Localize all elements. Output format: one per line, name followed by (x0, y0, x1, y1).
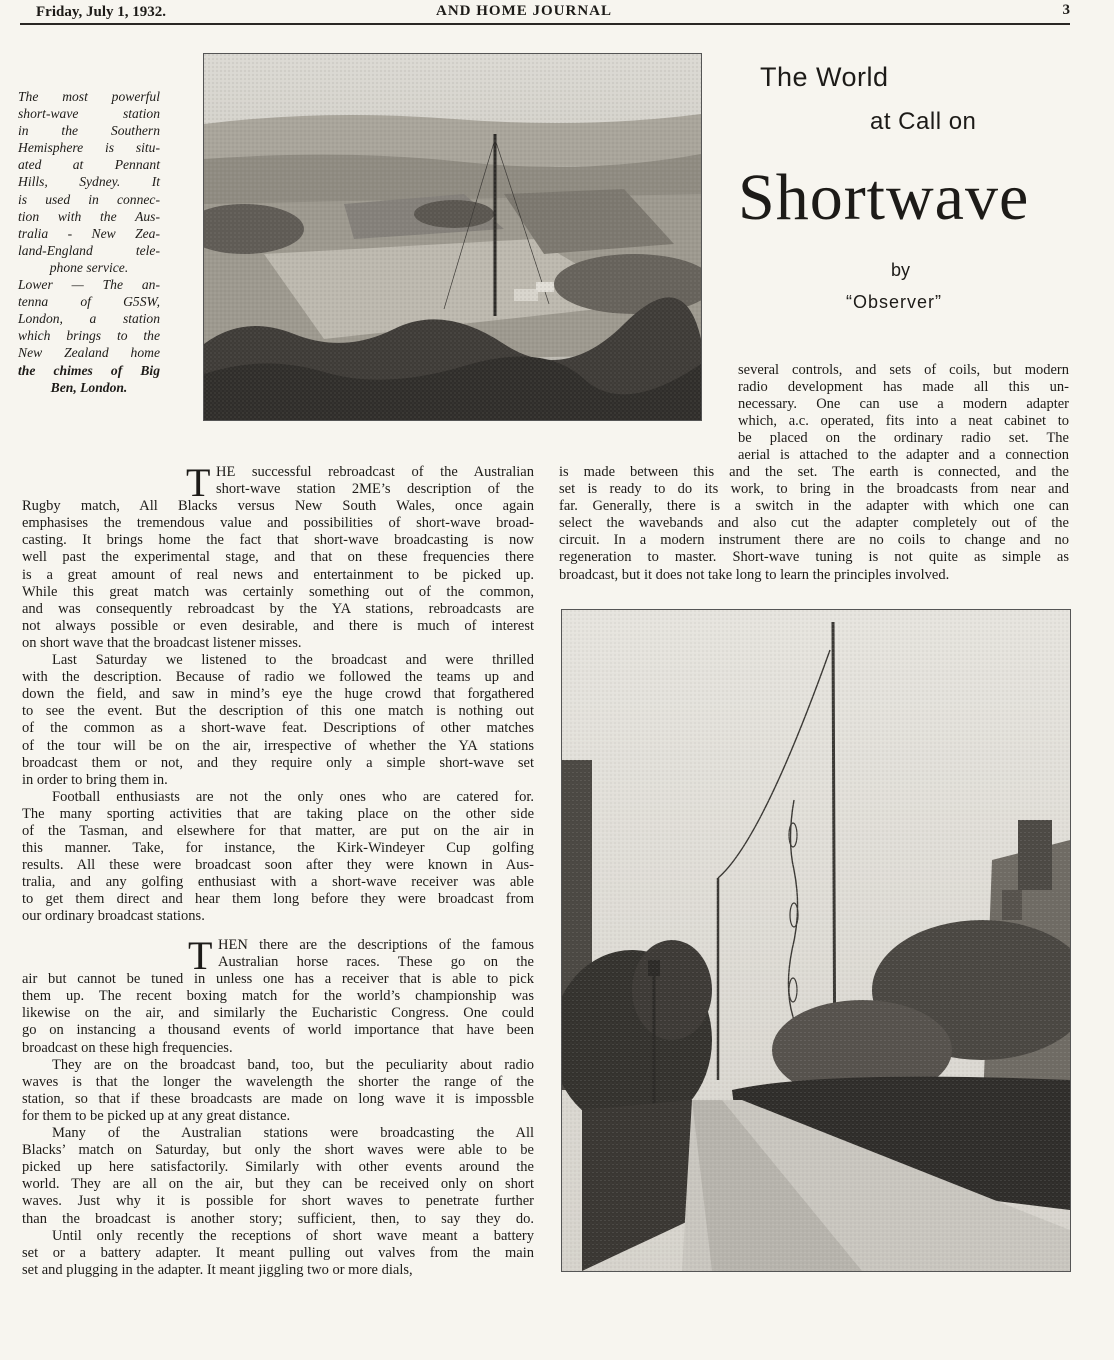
text-line: necessary. One can use a modern adapter (738, 396, 1069, 413)
text-line: and was consequently rebroadcast by the YA stations, rebroadcasts are (22, 600, 534, 617)
text-line: select the wavebands and also cut the adapter completely out of the (559, 515, 1069, 532)
caption-line: Ben, London. (50, 379, 128, 395)
text-line: of the Tasman, and elsewhere for that matter, are put on the air in (22, 822, 534, 839)
caption-line: which brings to the (18, 328, 160, 344)
text-line: emphasises the tremendous value and possibilities of short-wave broad- (22, 515, 534, 532)
text-line: them up. The recent boxing match for the world’s championship was (22, 988, 534, 1005)
text-line: Many of the Australian stations were broadcasting the All (52, 1125, 534, 1142)
page-number: 3 (1062, 2, 1070, 18)
text-line: broadcast them or not, and they require only a simple short-wave set (22, 754, 534, 771)
caption-line: ated at Pennant (18, 157, 160, 173)
caption-line: tralia - New Zea- (18, 225, 160, 241)
text-line: go on instancing a thousand events of world importance that have been (22, 1022, 534, 1039)
caption-line: Lower — The an- (18, 277, 160, 293)
text-line: Blacks’ match on Saturday, but only the short waves were able to be (22, 1142, 534, 1159)
text-line: than the broadcast is another story; sufficient, then, to say they do. (22, 1210, 534, 1227)
text-line: waves is that the longer the wavelength the shorter the range of the (22, 1073, 534, 1090)
text-line: They are on the broadcast band, too, but the peculiarity about radio (52, 1056, 534, 1073)
caption-line: is used in connec- (18, 191, 160, 207)
text-line: broadcast, but it does not take long to learn the principles involved. (559, 566, 950, 583)
caption-line: phone service. (49, 259, 129, 275)
text-line: The many sporting activities that are taking place on the other side (22, 805, 534, 822)
caption-line: Hemisphere is situ- (18, 140, 160, 156)
text-line: picked up here satisfactorily. Similarly with other events around the (22, 1159, 534, 1176)
text-line: casting. It brings home the fact that short-wave broadcasting is now (22, 532, 534, 549)
caption-line: New Zealand home (18, 345, 160, 361)
street-antenna-photo-illustration (562, 610, 1070, 1271)
text-line: air but cannot be tuned in unless one has a receiver that is able to pick (22, 971, 534, 988)
text-line: of the tour will be on the air, irrespective of whether the YA stations (22, 737, 534, 754)
caption-line: in the Southern (18, 123, 160, 139)
header-rule (20, 23, 1070, 25)
text-line: in order to bring them in. (22, 771, 168, 788)
column-right-middle (559, 464, 1069, 584)
text-line: several controls, and sets of coils, but modern (738, 362, 1069, 378)
text-line: is a great amount of real news and entertainment to be picked up. (22, 566, 534, 583)
text-line: is made between this and the set. The earth is connected, and the (559, 464, 1069, 480)
text-line: tralia, and any golfing enthusiast with a short-wave receiver was able (22, 874, 534, 891)
text-line: to see the event. But the description of this one match is nothing out (22, 703, 534, 720)
text-line: HE successful rebroadcast of the Australian (216, 464, 534, 480)
text-line: set and plugging in the adapter. It meant jiggling two or more dials, (22, 1261, 413, 1278)
caption-line: tion with the Aus- (18, 208, 160, 224)
text-line: results. All these were broadcast soon after they were known in Aus- (22, 857, 534, 874)
drop-cap: T (188, 933, 213, 978)
text-line: well past the experimental stage, and that on these frequencies there (22, 549, 534, 566)
landscape-photo-illustration (204, 54, 701, 420)
text-line: HEN there are the descriptions of the famous (218, 937, 534, 953)
text-line: short-wave station 2ME’s description of the (216, 481, 534, 498)
caption-line: the chimes of Big (18, 362, 160, 378)
text-line: regeneration to master. Short-wave tuning is not quite as simple as (559, 549, 1069, 566)
text-line: likewise on the air, and similarly the Eucharistic Congress. One could (22, 1005, 534, 1022)
text-line: Until only recently the receptions of short wave meant a battery (52, 1227, 534, 1244)
caption-line: land-England tele- (18, 242, 160, 258)
text-line: station, so that if these broadcasts are made on long wave it is impossble (22, 1090, 534, 1107)
text-line: world. They are all on the air, but they can be received only on short (22, 1176, 534, 1193)
caption-line: The most powerful (18, 89, 160, 104)
text-line: to get them direct and hear them long before they were broadcast from (22, 891, 534, 908)
title-shortwave: Shortwave (738, 161, 1030, 234)
text-line: down the field, and saw in mind’s eye the huge crowd that forgathered (22, 686, 534, 703)
photo-g5sw-antenna (561, 609, 1071, 1272)
text-line: not always possible or even desirable, and there is much of interest (22, 617, 534, 634)
text-line: set is ready to do its work, to bring in the broadcasts from near and (559, 481, 1069, 498)
text-line: this manner. Take, for instance, the Kirk-Windeyer Cup golfing (22, 840, 534, 857)
drop-cap: T (186, 460, 211, 505)
text-line: our ordinary broadcast stations. (22, 908, 205, 925)
text-line: waves. Just why it is possible for short waves to penetrate further (22, 1193, 534, 1210)
text-line: Last Saturday we listened to the broadcast and were thrilled (52, 652, 534, 669)
text-line: radio development has made all this un- (738, 379, 1069, 396)
column-left-section-2 (22, 933, 534, 1279)
issue-date: Friday, July 1, 1932. (36, 4, 167, 20)
text-line: circuit. In a modern instrument there are no coils to change and no (559, 532, 1069, 549)
text-line: for them to be picked up at any great distance. (22, 1107, 291, 1124)
byline-by: by (891, 260, 911, 280)
column-right-top (738, 362, 1069, 465)
text-line: Australian horse races. These go on the (218, 954, 534, 971)
text-line: with the description. Because of radio we followed the teams up and (22, 669, 534, 686)
caption-line: tenna of G5SW, (18, 294, 160, 310)
text-line: aerial is attached to the adapter and a connection (738, 447, 1069, 464)
text-line: Rugby match, All Blacks versus New South Wales, once again (22, 498, 534, 515)
text-line: be placed on the ordinary radio set. The (738, 430, 1069, 447)
text-line: set or a battery adapter. It meant pulling out valves from the main (22, 1244, 534, 1261)
text-line: on short wave that the broadcast listener misses. (22, 634, 302, 651)
caption-line: Hills, Sydney. It (18, 174, 160, 190)
text-line: far. Generally, there is a switch in the adapter with which one can (559, 498, 1069, 515)
caption-line: London, a station (18, 311, 160, 327)
text-line: broadcast on these high frequencies. (22, 1039, 233, 1056)
text-line: which, a.c. operated, fits into a neat cabinet to (738, 413, 1069, 430)
text-line: Football enthusiasts are not the only ones who are catered for. (52, 788, 534, 805)
page-header (36, 2, 1076, 24)
text-line: While this great match was certainly something out of the common, (22, 583, 534, 600)
masthead: AND HOME JOURNAL (436, 3, 612, 19)
photo-caption (18, 88, 160, 396)
title-line-2: at Call on (870, 108, 977, 135)
title-line-1: The World (760, 62, 889, 92)
text-line: of the common as a short-wave feat. Descriptions of other matches (22, 720, 534, 737)
byline-author: “Observer” (846, 292, 943, 312)
photo-pennant-hills-station (203, 53, 702, 421)
caption-line: short-wave station (18, 106, 160, 122)
column-left-section-1 (22, 460, 534, 926)
